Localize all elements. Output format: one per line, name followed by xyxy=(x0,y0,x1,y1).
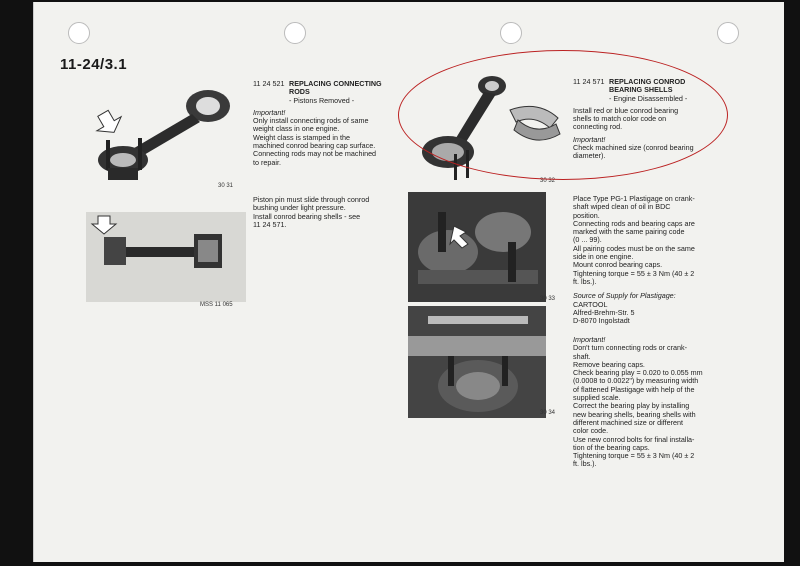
section-heading: RODS xyxy=(289,87,310,97)
text-line: (0 ... 99). xyxy=(573,235,602,245)
arrow-icon xyxy=(91,106,126,139)
text-line: new bearing shells, bearing shells with xyxy=(573,409,696,419)
text-line: different machined size or different xyxy=(573,417,684,427)
text-line: weight class in one engine. xyxy=(253,124,340,134)
text-line: Place Type PG-1 Plastigage on crank- xyxy=(573,194,695,203)
text-line: D-8070 Ingolstadt xyxy=(573,316,630,326)
text-line: Check machined size (conrod bearing xyxy=(573,143,694,153)
important-label: Important! xyxy=(253,107,286,117)
important-label: Important! xyxy=(573,335,606,344)
text-line: (0.0008 to 0.0022") by measuring width xyxy=(573,376,699,386)
text-line: 11 24 571. xyxy=(253,219,287,229)
section-heading: REPLACING CONROD xyxy=(609,77,686,86)
text-line: color code. xyxy=(573,426,609,436)
text-line: Mount conrod bearing caps. xyxy=(573,260,663,270)
section-heading: BEARING SHELLS xyxy=(609,85,673,95)
text-line: tion of the bearing caps. xyxy=(573,442,650,452)
section-code: 11 24 571 xyxy=(573,77,605,86)
text-line: Use new conrod bolts for final installa- xyxy=(573,434,695,444)
section-subtitle: - Pistons Removed - xyxy=(289,95,355,105)
text-line: Weight class is stamped in the xyxy=(253,132,350,142)
figure-label: 30 34 xyxy=(540,410,556,416)
text-line: Tightening torque = 55 ± 3 Nm (40 ± 2 xyxy=(573,268,695,278)
text-line: to repair. xyxy=(253,157,281,167)
text-line: Don't turn connecting rods or crank- xyxy=(573,343,688,353)
text-line: bushing under light pressure. xyxy=(253,203,346,213)
text-line: Tightening torque = 55 ± 3 Nm (40 ± 2 xyxy=(573,451,695,461)
conrod-figure xyxy=(88,78,238,188)
text-line: Remove bearing caps. xyxy=(573,359,645,369)
text-line: diameter). xyxy=(573,151,606,161)
section-code: 11 24 521 xyxy=(253,79,285,88)
page-title: 11-24/3.1 xyxy=(60,56,128,73)
text-line: shaft. xyxy=(573,351,591,361)
binder-hole xyxy=(500,22,522,44)
binder-hole xyxy=(284,22,306,44)
section-piston-pin xyxy=(253,196,393,229)
plastigage-photo xyxy=(408,306,546,418)
text-line: ft. lbs.). xyxy=(573,459,597,469)
text-line: shells to match color code on xyxy=(573,114,667,124)
text-line: supplied scale. xyxy=(573,393,621,403)
red-highlight-ellipse xyxy=(398,50,728,180)
text-line: Install red or blue conrod bearing xyxy=(573,105,679,115)
section-plastigage xyxy=(573,195,723,325)
text-line: Check bearing play = 0.020 to 0.055 mm xyxy=(573,368,703,378)
binder-hole xyxy=(68,22,90,44)
text-line: position. xyxy=(573,210,600,220)
source-heading: Source of Supply for Plastigage: xyxy=(573,291,676,301)
conrod-side-figure xyxy=(86,212,246,302)
figure-label: 30 33 xyxy=(540,296,556,302)
text-line: marked with the same pairing code xyxy=(573,227,685,237)
text-line: Only install connecting rods of same xyxy=(253,116,369,126)
text-line: Install conrod bearing shells - see xyxy=(253,211,361,221)
figure-label: 30 32 xyxy=(540,178,556,184)
text-line: All pairing codes must be on the same xyxy=(573,243,695,253)
text-line: of flattened Plastigage with help of the xyxy=(573,384,695,394)
section-heading: REPLACING CONNECTING xyxy=(289,79,382,88)
text-line: Connecting rods may not be machined xyxy=(253,149,377,159)
text-line: Alfred-Brehm-Str. 5 xyxy=(573,307,635,317)
text-line: Connecting rods and bearing caps are xyxy=(573,218,695,228)
text-line: Correct the bearing play by installing xyxy=(573,401,690,411)
text-line: side in one engine. xyxy=(573,252,634,262)
text-line: machined conrod bearing cap surface. xyxy=(253,141,376,151)
figure-label: MSS 11 065 xyxy=(200,302,233,308)
section-subtitle: - Engine Disassembled - xyxy=(609,93,688,103)
crankshaft-photo xyxy=(408,192,546,302)
binder-hole xyxy=(717,22,739,44)
section-replacing-connecting-rods xyxy=(253,80,393,167)
figure-label: 30 31 xyxy=(218,183,234,189)
section-bearing-play xyxy=(573,336,723,469)
text-line: connecting rod. xyxy=(573,122,623,132)
text-line: shaft wiped clean of oil in BDC xyxy=(573,202,671,212)
text-line: CARTOOL xyxy=(573,299,608,309)
text-line: ft. lbs.). xyxy=(573,276,597,286)
important-label: Important! xyxy=(573,134,606,144)
text-line: Piston pin must slide through conrod xyxy=(253,195,370,204)
